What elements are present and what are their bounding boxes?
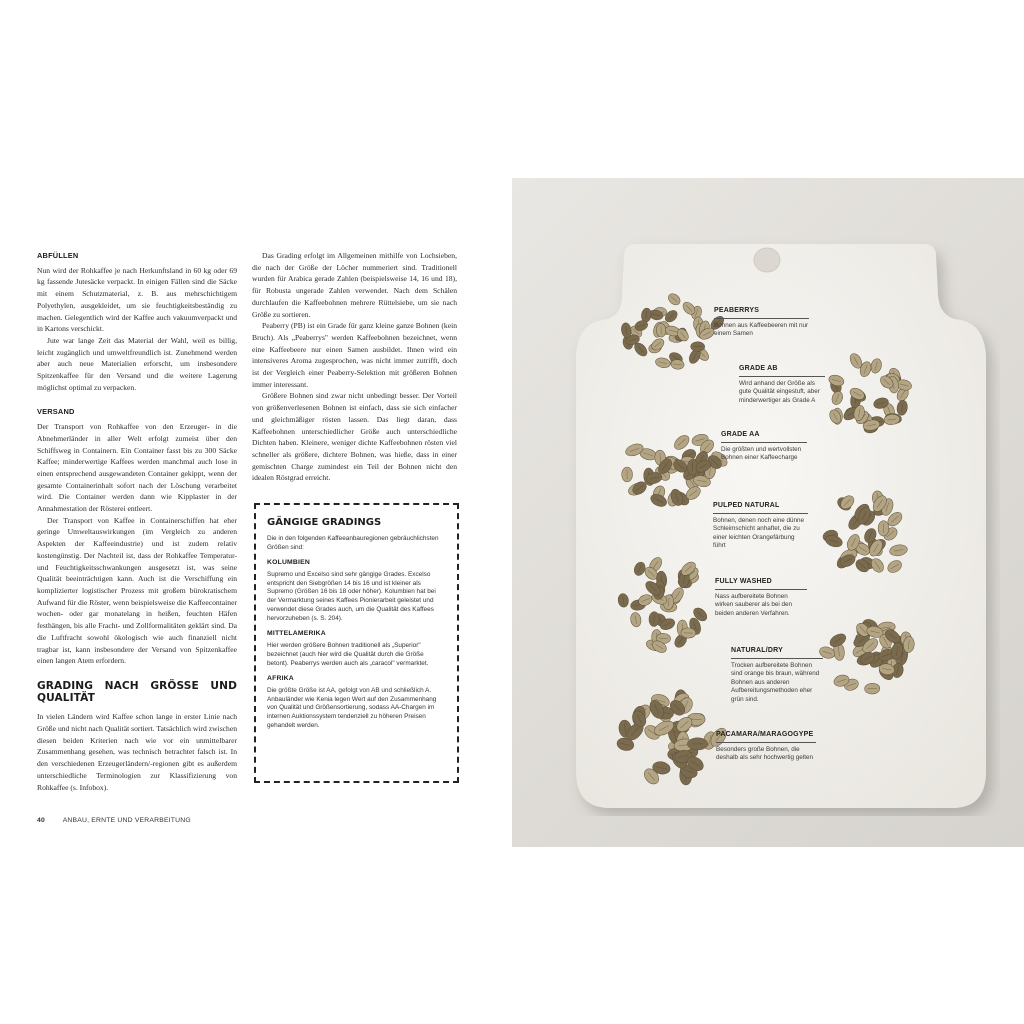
- text-column-middle: [252, 250, 457, 484]
- label-grade-aa: [721, 431, 807, 463]
- page-footer: [37, 817, 191, 824]
- label-title: NATURAL/DRY: [731, 647, 783, 654]
- paragraph: Nun wird der Rohkaffee je nach Herkunftsland in 60 kg oder 69 kg fassende Jutesäcke verpackt. In einigen Fällen sind die Säcke mit einem Schutzmaterial, z. B. aus mehrschichtigem Polyethylen, ausgekleidet, um sie feuchtigkeitsbeständig zu machen. Gelegentlich wird der Kaffee auch vakuumverpackt und in Kartons verschickt.: [37, 265, 237, 334]
- paragraph: Jute war lange Zeit das Material der Wahl, weil es billig, leicht zugänglich und umweltfreundlich ist. Zunehmend werden aber auch neue Materialien erforscht, um insbesondere Spitzenkaffee für den Versand und die weitere Lagerung möglichst optimal zu verpacken.: [37, 335, 237, 392]
- label-fully-washed: [715, 578, 807, 618]
- infobox-gradings: [254, 503, 459, 783]
- infobox-title: GÄNGIGE GRADINGS: [267, 517, 382, 528]
- label-title: PEABERRYS: [714, 307, 760, 314]
- section-heading-grading: GRADING NACH GRÖSSE UND QUALITÄT: [37, 679, 237, 704]
- infobox-paragraph: Supremo und Excelso sind sehr gängige Grades. Excelso entspricht den Siebgrößen 14 bis 16 und ist kleiner als Supremo (Größen 16 bis 18 oder höher). Kolumbien hat bei der Vermarktung seines Kaffees Pionierarbeit geleistet und verwendet diese Grades auch, um die Qualität des Kaffees hervorzuheben (s. S. 204).: [267, 570, 436, 623]
- label-title: FULLY WASHED: [715, 578, 772, 585]
- running-title: ANBAU, ERNTE UND VERARBEITUNG: [62, 817, 191, 824]
- label-pacamara-maragogype: [716, 731, 816, 763]
- label-text: Bohnen, denen noch eine dünne Schleimschicht anhaftet, die zu einer leichten Orangefärbung führt: [713, 516, 805, 550]
- board-hole: [754, 248, 780, 272]
- label-text: Wird anhand der Größe als gute Qualität eingestuft, aber minderwertiger als Grade A: [739, 379, 820, 404]
- paragraph: In vielen Ländern wird Kaffee schon lange in erster Linie nach Größe und nicht nach Qualität sortiert. Tatsächlich wird zwischen diesen beiden Kriterien nach wie vor ein unmittelbarer Zusammenhang gesehen, was technisch betrachtet falsch ist. In den verschiedenen Erzeugerländern/-regionen gibt es außerdem unterschiedliche Terminologien zur Klassifizierung von Rohkaffee (s. Infobox).: [37, 712, 237, 792]
- infobox-paragraph: Hier werden größere Bohnen traditionell als „Superior" bezeichnet (auch hier wird die Qualität durch die Größe betont). Peaberrys werden auch als „caracol" vermarktet.: [267, 641, 429, 667]
- page-number: 40: [37, 817, 45, 824]
- paragraph: Größere Bohnen sind zwar nicht unbedingt besser. Der Vorteil von größenverlesenen Bohnen ist einfach, dass sie sich einfacher und gleichmäßiger rösten lassen. Das liegt daran, dass Kaffeebohnen unterschiedlicher Größe auch unterschiedliche Dichten haben. Kleinere, weniger dichte Kaffeebohnen rösten viel schneller als größere, dichtere Bohnen, was hieße, dass in einer gemischten Charge zumindest ein Teil der Bohnen nicht den idealen Röstgrad erreicht.: [252, 391, 457, 483]
- paragraph: Peaberry (PB) ist ein Grade für ganz kleine ganze Bohnen (kein Bruch). Als „Peaberrys" werden Kaffeebohnen bezeichnet, wenn eine Kaffeebeere nur einen Samen ausbildet. Ihnen wird ein intensiveres Aroma zugesprochen, was nicht immer zutrifft, doch ist der Vergleich einer Peaberry-Selektion mit größeren Bohnen immer interessant.: [252, 321, 457, 389]
- infobox-intro: Die in den folgenden Kaffeeanbauregionen gebräuchlichsten Größen sind:: [267, 534, 439, 551]
- coffee-beans-photo: [512, 178, 1024, 847]
- paragraph: Das Grading erfolgt im Allgemeinen mithilfe von Lochsieben, die nach der Größe der Löcher nummeriert sind. Traditionell wurden für Arabica gerade Zahlen (beispielsweise 14, 16 und 18), für Robusta ungerade Zahlen verwendet. Nach dem Schälen durchlaufen die Kaffeebohnen mehrere Rüttelsiebe, um sie nach Größe zu sortieren.: [252, 251, 457, 319]
- label-pulped-natural: [713, 502, 808, 551]
- label-grade-ab: [739, 365, 825, 405]
- label-title: PACAMARA/MARAGOGYPE: [716, 731, 814, 738]
- section-heading-abfuellen: ABFÜLLEN: [37, 251, 79, 260]
- paragraph: Der Transport von Kaffee in Containerschiffen hat eher geringe Umweltauswirkungen (im Vergleich zu anderen Aspekten der Kaffeeindustrie) und ist zudem relativ kostengünstig. Der Nachteil ist, dass der Rohkaffee Temperatur- und Feuchtigkeitsschwankungen ausgesetzt ist, was seine Qualität beeinträchtigen kann. Auch ist die Verschiffung ein komplizierter logistischer Prozess mit großem bürokratischem Aufwand für die Röster, wenn beispielsweise die Kaffeecontainer wochen- oder gar monatelang in heißen, feuchten Häfen festhängen, bis alle Fracht- und Zollformalitäten geklärt sind. Da die Luftfracht sowohl ökologisch wie auch finanziell nicht tragbar ist, kann insbesondere der Versand von Spitzenkaffee einen langen Atem erfordern.: [37, 515, 237, 666]
- label-text: Besonders große Bohnen, die deshalb als sehr hochwertig gelten: [716, 745, 813, 762]
- label-title: PULPED NATURAL: [713, 502, 780, 509]
- label-text: Die größten und wertvollsten Bohnen einer Kaffeecharge: [721, 445, 802, 462]
- label-title: GRADE AA: [721, 431, 760, 438]
- text-column-left: [37, 250, 237, 793]
- infobox-subheading: MITTELAMERIKA: [267, 630, 326, 638]
- infobox-paragraph: Die größte Größe ist AA, gefolgt von AB und schließlich A. Anbauländer wie Kenia legen Wert auf den Zusammenhang von Qualität und Größensortierung, sodass AA-Chargen im internen Auktionssystem tendenziell zu höheren Preisen gehandelt werden.: [267, 686, 437, 730]
- infobox-subheading: KOLUMBIEN: [267, 558, 310, 566]
- label-peaberrys: [714, 307, 809, 339]
- paragraph: Der Transport von Rohkaffee von den Erzeuger- in die Abnehmerländer in aller Welt erfolgt zumeist über den Schiffsweg in Containern. Ein Container fasst bis zu 300 Säcke Kaffee; minderwertige Kaffees werden manchmal auch lose in einen entsprechend ausgewandeten Container gekippt, wenn der gesamte Containerinhalt sofort nach der Löschung verarbeitet wird. Die Container werden dann wie Kipplaster in der Annahmestation der Rösterei entleert.: [37, 422, 237, 514]
- label-text: Trocken aufbereitete Bohnen sind orange bis braun, während Bohnen aus anderen Aufbereitungsmethoden eher grün sind.: [731, 661, 820, 703]
- label-text: Nass aufbereitete Bohnen wirken sauberer als bei den beiden anderen Verfahren.: [715, 592, 793, 617]
- label-text: Bohnen aus Kaffeebeeren mit nur einem Samen: [714, 321, 809, 338]
- label-natural-dry: [731, 647, 823, 705]
- infobox-subheading: AFRIKA: [267, 674, 294, 682]
- label-title: GRADE AB: [739, 365, 778, 372]
- section-heading-versand: VERSAND: [37, 407, 75, 417]
